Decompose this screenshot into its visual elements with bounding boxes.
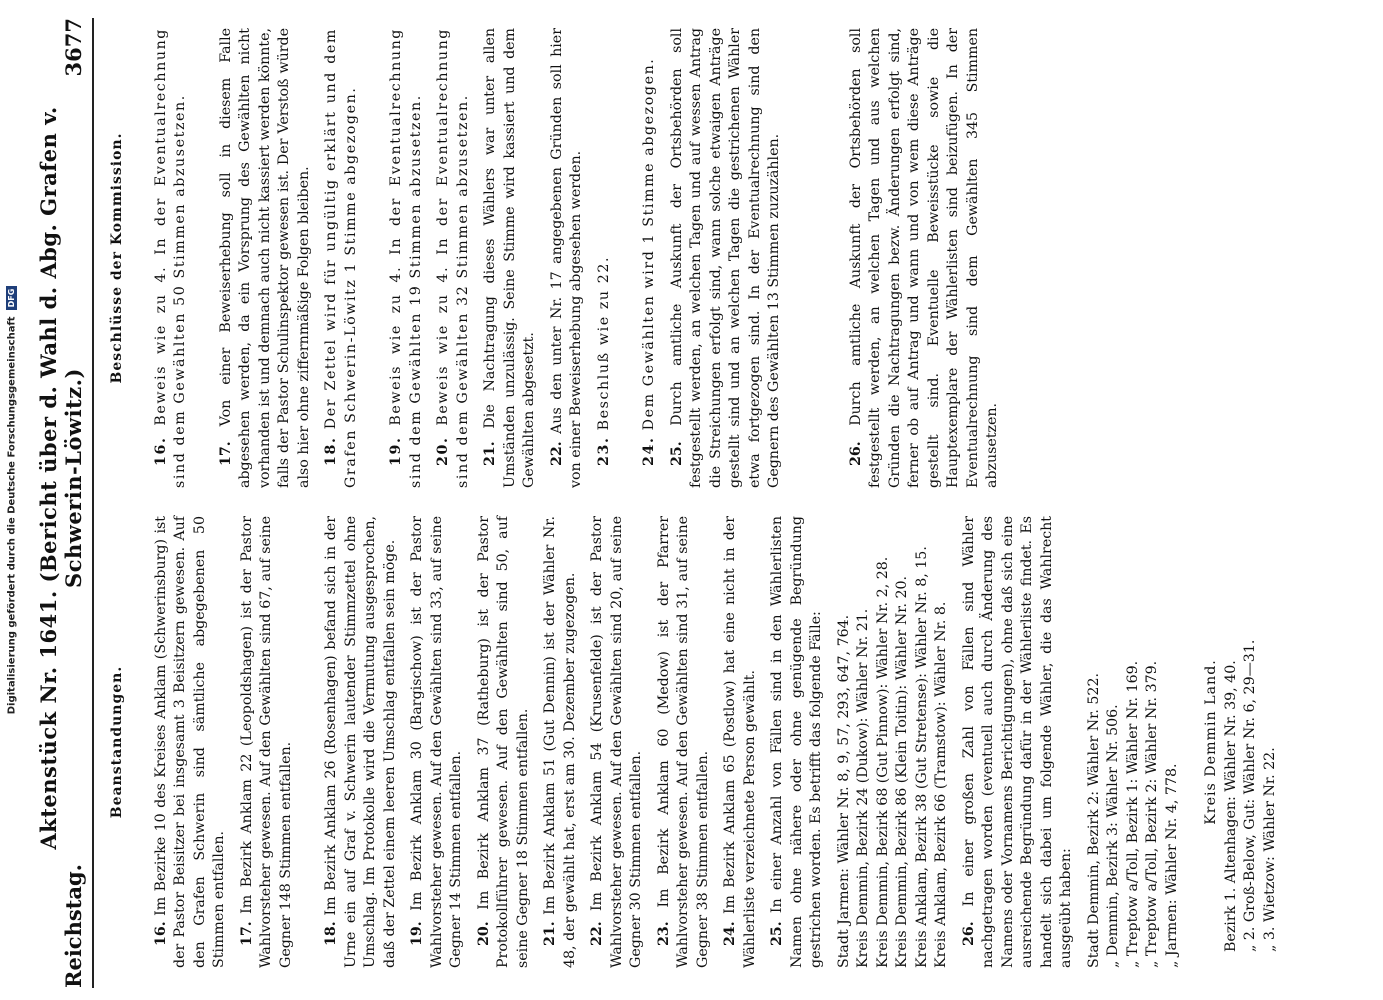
list-item: „ 2. Groß-Below, Gut: Wähler Nr. 6, 29—31.	[1242, 639, 1258, 952]
item-text: Aus den unter Nr. 17 angegebenen Gründen soll hier von einer Beweiserhebung abgesehen werden.	[548, 28, 584, 488]
right-column-heading: Beschlüsse der Kommission.	[109, 132, 125, 384]
complaint-19	[408, 516, 467, 968]
complaint-16	[152, 516, 230, 968]
item-number: 17.	[238, 921, 255, 946]
complaint-22	[588, 516, 647, 968]
item-text: Beschluß wie zu 22.	[595, 255, 612, 431]
item-text: Im Bezirk Anklam 60 (Medow) ist der Pfarrer Wahlvorsteher gewesen. Auf den Gewählten sind 31, auf seine Gegner 38 Stimmen entfallen.	[655, 516, 711, 968]
item-text: Im Bezirk Anklam 26 (Rosenhagen) befand sich in der Urne ein auf Graf v. Schwerin lautender Stimmzettel ohne Umschlag. Im Protokolle wird die Vermutung ausgesprochen, daß der Zettel einem leeren Umschlag entfallen sein möge.	[323, 516, 398, 968]
item-number: 17.	[217, 441, 234, 466]
item-text: Die Nachtragung dieses Wählers war unter allen Umständen unzulässig. Seine Stimme wird kassiert und dem Gewählten abgesetzt.	[482, 28, 537, 488]
item-text: Beweis wie zu 4. In der Eventualrechnung sind dem Gewählten 50 Stimmen abzusetzen.	[152, 28, 188, 488]
item-number: 20.	[475, 921, 492, 946]
page-number: 3677	[61, 18, 86, 77]
item-text: Im Bezirk Anklam 54 (Krusenfelde) ist der Pastor Wahlvorsteher gewesen. Auf den Gewählten sind 20, auf seine Gegner 30 Stimmen entfallen.	[589, 515, 644, 968]
decision-23	[595, 28, 615, 488]
decision-24	[640, 28, 660, 488]
complaint-18	[322, 516, 400, 968]
complaint-20	[475, 516, 534, 968]
right-column	[108, 28, 1011, 488]
complaint-26	[960, 516, 1077, 968]
list-item: Stadt Jarmen: Wähler Nr. 8, 9, 57, 293, 647, 764.	[835, 614, 852, 968]
header-title: Aktenstück Nr. 1641. (Bericht über d. Wahl d. Abg. Grafen v. Schwerin-Löwitz.)	[36, 106, 86, 850]
list-item: Kreis Demmin, Bezirk 86 (Klein Toitin): Wähler Nr. 20.	[894, 575, 910, 968]
decision-20	[434, 28, 473, 488]
list-item: „ 3. Wietzow: Wähler Nr. 22.	[1261, 747, 1278, 952]
list-item: „ Treptow a/Toll, Bezirk 2: Wähler Nr. 379.	[1144, 660, 1160, 968]
dfg-logo: DFG	[6, 286, 17, 311]
item-text: Von einer Beweiserhebung soll in diesem Falle abgesehen werden, da ein Vorsprung des Gewählten nicht vorhanden ist und demnach auch nicht kassiert werden könnte, falls der Pastor Schulinspektor gewesen ist. Der Verstoß würde also hier ohne ziffernmäßige Folgen bleiben.	[217, 28, 312, 488]
decision-22	[548, 28, 587, 488]
item-text: Beweis wie zu 4. In der Eventualrechnung sind dem Gewählten 19 Stimmen abzusetzen.	[388, 28, 424, 488]
item-text: Durch amtliche Auskunft der Ortsbehörden soll festgestellt werden, an welchen Tagen und aus welchen Gründen die Nachtragungen bezw. Änderungen erfolgt sind, ferner ob auf Antrag und wann und von wem diese Anträge gestellt sind. Eventuelle Beweisstücke sowie die Hauptexemplare der Wählerlisten sind beizufügen. In der Eventualrechnung sind dem Gewählten 345 Stimmen abzusetzen.	[847, 28, 1000, 488]
item-number: 18.	[323, 436, 339, 466]
complaint-24	[721, 516, 760, 968]
list-item: Kreis Anklam, Bezirk 38 (Gut Stretense): Wähler Nr. 8, 15.	[913, 546, 930, 968]
item-number: 25.	[668, 441, 685, 466]
complaint-23	[655, 516, 714, 968]
left-column-heading: Beanstandungen.	[109, 665, 125, 819]
item-text: In einer Anzahl von Fällen sind in den Wählerlisten Namen ohne nähere oder ohne genügende Begründung gestrichen worden. Es betrifft das folgende Fälle:	[769, 516, 824, 968]
item-text: Durch amtliche Auskunft der Ortsbehörden soll festgestellt werden, an welchen Tagen und auf wessen Antrag die Streichungen erfolgt sind, wann solche etwaigen Anträge gestellt sind und an welchen Tagen die gestrichenen Wähler etwa fortgezogen sind. In der Eventualrechnung sind den Gegnern des Gewählten 13 Stimmen zuzuzählen.	[668, 28, 782, 488]
decision-26	[847, 28, 1003, 488]
item-number: 23.	[595, 436, 612, 466]
list-item: „ Jarmen: Wähler Nr. 4, 778.	[1163, 763, 1180, 968]
complaint-25	[768, 516, 827, 968]
item-number: 26.	[960, 921, 977, 946]
item-number: 19.	[388, 436, 404, 466]
list-item: Kreis Demmin, Bezirk 68 (Gut Pinnow): Wähler Nr. 2, 28.	[874, 556, 891, 968]
item-number: 20.	[435, 436, 451, 466]
running-header	[36, 18, 94, 988]
item-text: Im Bezirk Anklam 65 (Postlow) hat eine nicht in der Wählerliste verzeichnete Person gewählt.	[722, 516, 758, 968]
list-item: „ Treptow a/Toll, Bezirk 1: Wähler Nr. 169.	[1124, 660, 1141, 968]
digitization-credit	[6, 0, 18, 1000]
decision-19	[387, 28, 426, 488]
item-number: 22.	[548, 441, 565, 466]
item-number: 16.	[152, 921, 169, 946]
decision-16	[152, 28, 191, 488]
list-item: „ Demmin, Bezirk 3: Wähler Nr. 506.	[1105, 704, 1121, 968]
list-item: Bezirk 1. Altenhagen: Wähler Nr. 39, 40.	[1222, 660, 1239, 952]
item-text: In einer großen Zahl von Fällen sind Wähler nachgetragen worden (eventuell auch durch Änderung des Namens oder Vornamens Berichtigungen), ohne daß sich eine ausreichende Begründung dafür in der Wählerliste findet. Es handelt sich dabei um folgende Wähler, die das Wahlrecht ausgeübt haben:	[960, 516, 1074, 968]
item-text: Beweis wie zu 4. In der Eventualrechnung sind dem Gewählten 32 Stimmen abzusetzen.	[435, 28, 471, 488]
complaint-21	[541, 516, 580, 968]
item-text: Im Bezirke 10 des Kreises Anklam (Schwerinsburg) ist der Pastor Beisitzer bei insgesamt 3 Beisitzern gewesen. Auf den Grafen Schwerin sind sämtliche abgegebenen 50 Stimmen entfallen.	[152, 516, 227, 968]
item-number: 22.	[589, 921, 605, 946]
bezirk-list	[1222, 516, 1281, 968]
item-text: Im Bezirk Anklam 51 (Gut Dennin) ist der Wähler Nr. 48, der gewählt hat, erst am 30. Dezember zugezogen.	[542, 516, 578, 968]
complaint-17	[238, 516, 297, 968]
credit-text: Digitalisierung gefördert durch die Deutsche Forschungsgemeinschaft	[6, 316, 18, 715]
list-item: Stadt Demmin, Bezirk 2: Wähler Nr. 522.	[1085, 673, 1102, 968]
decision-17	[217, 28, 315, 488]
item-number: 24.	[641, 436, 657, 466]
list-25	[835, 516, 952, 968]
item-text: Im Bezirk Anklam 22 (Leopoldshagen) ist der Pastor Wahlvorsteher gewesen. Auf den Gewählten sind 67, auf seine Gegner 148 Stimmen entfallen.	[238, 516, 294, 968]
header-left: Reichstag.	[61, 864, 86, 988]
list-item: Kreis Anklam, Bezirk 66 (Tramstow): Wähler Nr. 8.	[933, 601, 949, 968]
kreis-heading: Kreis Demmin Land.	[1203, 659, 1219, 825]
item-number: 25.	[769, 921, 785, 946]
item-number: 19.	[409, 921, 425, 946]
item-number: 18.	[323, 921, 339, 946]
item-number: 23.	[655, 921, 672, 946]
decision-21	[481, 28, 540, 488]
item-number: 24.	[722, 921, 738, 946]
list-item: Kreis Demmin, Bezirk 24 (Dukow): Wähler Nr. 21.	[855, 608, 871, 968]
list-26	[1085, 516, 1183, 968]
item-number: 21.	[542, 921, 558, 946]
item-text: Dem Gewählten wird 1 Stimme abgezogen.	[641, 57, 657, 431]
item-number: 16.	[152, 436, 169, 466]
item-text: Im Bezirk Anklam 37 (Ratheburg) ist der Pastor Protokollführer gewesen. Auf den Gewählten sind 50, auf seine Gegner 18 Stimmen entfallen.	[475, 516, 531, 968]
left-column	[108, 516, 1280, 968]
item-number: 26.	[847, 441, 864, 466]
item-number: 21.	[482, 441, 498, 466]
decision-18	[322, 28, 361, 488]
item-text: Im Bezirk Anklam 30 (Bargischow) ist der Pastor Wahlvorsteher gewesen. Auf den Gewählten sind 33, auf seine Gegner 14 Stimmen entfallen.	[409, 516, 464, 968]
decision-25	[668, 28, 785, 488]
item-text: Der Zettel wird für ungültig erklärt und dem Grafen Schwerin-Löwitz 1 Stimme abgezogen.	[323, 28, 359, 488]
